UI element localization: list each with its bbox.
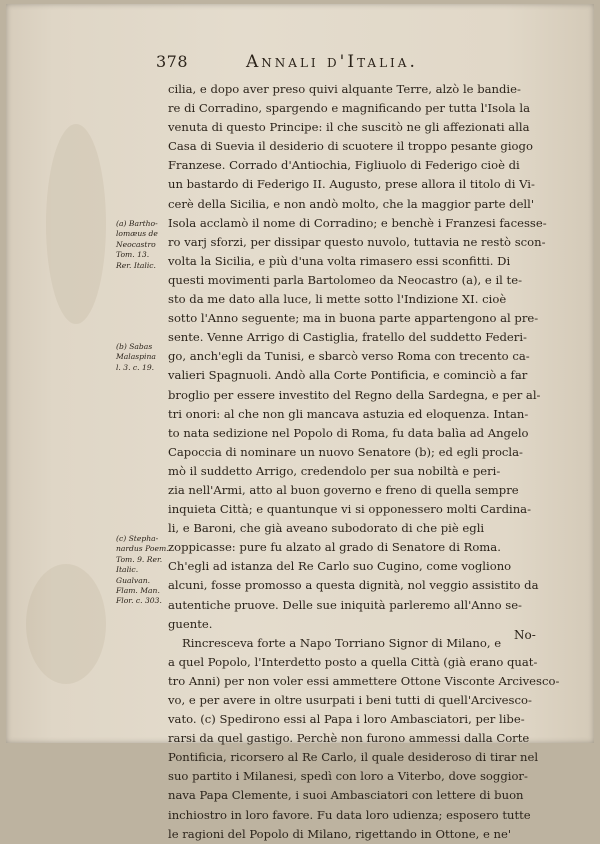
text-line: Pontificia, ricorsero al Re Carlo, il quale desideroso di tirar nel xyxy=(168,750,539,765)
text-line: questi movimenti parla Bartolomeo da Neocastro (a), e il te- xyxy=(168,272,522,287)
margin-note-line: lomæus de xyxy=(116,229,158,239)
text-line: Franzese. Corrado d'Antiochia, Figliuolo di Federigo cioè di xyxy=(168,158,520,173)
text-line: valieri Spagnuoli. Andò alla Corte Pontificia, e cominciò a far xyxy=(168,368,528,383)
text-line: ro varj sforzi, per dissipar questo nuvolo, tuttavia ne restò scon- xyxy=(168,234,546,249)
margin-note-line: (c) Stepha- xyxy=(116,534,159,543)
text-line: vato. (c) Spedirono essi al Papa i loro Ambasciatori, per libe- xyxy=(168,712,525,727)
margin-note-line: (b) Sabas xyxy=(116,342,153,351)
margin-note-line: Tom. 9. Rer. xyxy=(116,554,163,564)
text-line: sotto l'Anno seguente; ma in buona parte appartengono al pre- xyxy=(168,311,539,326)
margin-note-a xyxy=(116,219,168,271)
margin-note-line: Neocastro xyxy=(116,239,156,249)
text-line: a quel Popolo, l'Interdetto posto a quella Città (già erano quat- xyxy=(168,654,538,669)
text-line: sto da me dato alla luce, li mette sotto l'Indizione XI. cioè xyxy=(168,292,507,307)
text-line: cerè della Sicilia, e non andò molto, che la maggior parte dell' xyxy=(168,196,535,211)
text-line: volta la Sicilia, e più d'una volta rimasero essi sconfitti. Di xyxy=(168,253,511,268)
page-header xyxy=(156,52,551,74)
text-line: tri onori: al che non gli mancava astuzia ed eloquenza. Intan- xyxy=(168,406,529,421)
margin-note-line: Tom. 13. xyxy=(116,250,150,260)
text-line: sente. Venne Arrigo di Castiglia, fratello del suddetto Federi- xyxy=(168,330,527,345)
body-text xyxy=(168,80,560,844)
text-line: Capoccia di nominare un nuovo Senatore (b); ed egli procla- xyxy=(168,444,523,459)
text-line: suo partito i Milanesi, spedì con loro a Viterbo, dove soggior- xyxy=(168,769,528,784)
text-line: Casa di Suevia il desiderio di scuotere il troppo pesante giogo xyxy=(168,139,533,154)
margin-note-line: Flor. c. 303. xyxy=(116,596,162,606)
margin-note-line: Flam. Man. xyxy=(116,585,160,595)
catchword: No- xyxy=(514,628,536,642)
text-line: go, anch'egli da Tunisi, e sbarcò verso Roma con trecento ca- xyxy=(168,349,530,364)
text-line: le ragioni del Popolo di Milano, rigettando in Ottone, e ne' xyxy=(168,826,512,841)
page-number: 378 xyxy=(156,52,189,71)
text-line: re di Corradino, spargendo e magnificando per tutta l'Isola la xyxy=(168,101,530,116)
text-line: Ch'egli ad istanza del Re Carlo suo Cugino, come vogliono xyxy=(168,559,512,574)
text-line: venuta di questo Principe: il che suscitò ne gli affezionati alla xyxy=(168,120,530,135)
margin-note-line: nardus Poem. xyxy=(116,544,169,554)
text-line: mò il suddetto Arrigo, credendolo per sua nobiltà e peri- xyxy=(168,463,501,478)
text-line: guente. xyxy=(168,616,213,631)
margin-note-line: Rer. Italic. xyxy=(116,260,156,270)
margin-note-line: (a) Bartho- xyxy=(116,219,158,228)
text-line: autentiche pruove. Delle sue iniquità parleremo all'Anno se- xyxy=(168,597,522,612)
text-line: zoppicasse: pure fu alzato al grado di Senatore di Roma. xyxy=(168,540,501,555)
margin-note-line: l. 3. c. 19. xyxy=(116,362,155,372)
text-line: rarsi da quel gastigo. Perchè non furono ammessi dalla Corte xyxy=(168,731,530,746)
text-line: li, e Baroni, che già aveano subodorato di che piè egli xyxy=(168,521,485,536)
text-line: broglio per essere investito del Regno della Sardegna, e per al- xyxy=(168,387,541,402)
text-line: un bastardo di Federigo II. Augusto, prese allora il titolo di Vi- xyxy=(168,177,535,192)
paragraph-start-line: Rincresceva forte a Napo Torriano Signor di Milano, e xyxy=(182,635,502,650)
text-line: tro Anni) per non voler essi ammettere Ottone Visconte Arcivesco- xyxy=(168,673,560,688)
margin-note-line: Malaspina xyxy=(116,352,156,362)
text-line: alcuni, fosse promosso a questa dignità, nol veggio assistito da xyxy=(168,578,539,593)
text-line: nava Papa Clemente, i suoi Ambasciatori con lettere di buon xyxy=(168,788,524,803)
text-line: inquieta Città; e quantunque vi si opponessero molti Cardina- xyxy=(168,502,532,517)
margin-note-c xyxy=(116,534,168,607)
text-line: inchiostro in loro favore. Fu data loro udienza; esposero tutte xyxy=(168,807,531,822)
margin-note-line: Italic. xyxy=(116,565,139,575)
margin-note-b xyxy=(116,342,168,373)
book-page xyxy=(6,4,594,841)
text-line: to nata sedizione nel Popolo di Roma, fu data balìa ad Angelo xyxy=(168,425,529,440)
margin-note-line: Gualvan. xyxy=(116,575,151,585)
text-line: zia nell'Armi, atto al buon governo e freno di quella sempre xyxy=(168,482,519,497)
text-line: Isola acclamò il nome di Corradino; e benchè i Franzesi facesse- xyxy=(168,215,547,230)
running-head: Annali d'Italia. xyxy=(246,52,418,72)
text-line: vo, e per avere in oltre usurpati i beni tutti di quell'Arcivesco- xyxy=(168,693,532,707)
text-line: cilia, e dopo aver preso quivi alquante Terre, alzò le bandie- xyxy=(168,82,521,96)
